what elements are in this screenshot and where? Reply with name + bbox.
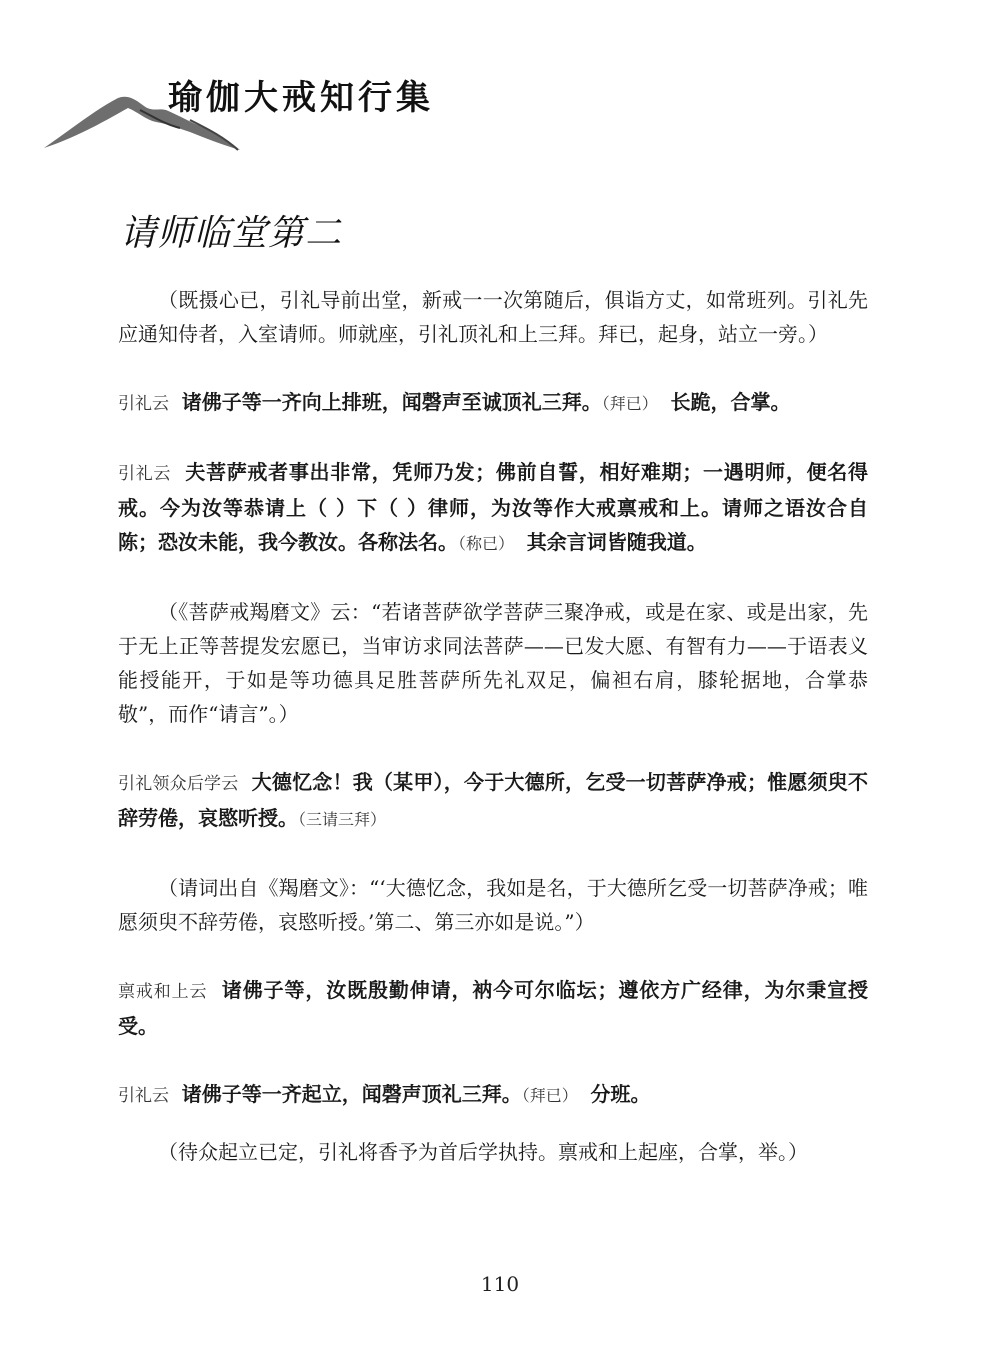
dialogue-text: 长跪，合掌。	[670, 390, 791, 414]
page-body	[118, 283, 868, 1169]
dialogue-block	[118, 385, 868, 421]
page-header	[40, 60, 500, 160]
dialogue-text: 大德忆念！我（某甲），今于大德所，乞受一切菩萨净戒；惟愿须臾不辞劳倦，哀愍听授。	[118, 770, 869, 830]
stage-direction: （既摄心已，引礼导前出堂，新戒一一次第随后，俱诣方丈，如常班列。引礼先应通知侍者，入室请师。师就座，引礼顶礼和上三拜。拜已，起身，站立一旁。）	[118, 288, 868, 346]
stage-direction: （待众起立已定，引礼将香予为首后学执持。禀戒和上起座，合掌，举。）	[158, 1140, 808, 1164]
speaker-label: 引礼云	[118, 464, 172, 484]
dialogue-block	[118, 1077, 868, 1113]
action-note: （拜已）	[601, 394, 658, 413]
speaker-label: 引礼云	[118, 1086, 169, 1106]
dialogue-block	[118, 765, 868, 837]
dialogue-text: 夫菩萨戒者事出非常，凭师乃发；佛前自誓，相好难期；一遇明师，便名得戒。今为汝等恭请上（ ）下（ ）律师，为汝等作大戒禀戒和上。请师之语汝合自陈；恐汝未能，我今教汝。各称法名。	[118, 460, 869, 554]
stage-direction: （请词出自《羯磨文》：“‘大德忆念，我如是名，于大德所乞受一切菩萨净戒；唯愿须臾不辞劳倦，哀愍听授。’第二、第三亦如是说。”）	[118, 876, 868, 934]
action-note: （称已）	[458, 534, 515, 553]
speaker-label: 引礼领众后学云	[118, 774, 239, 794]
speaker-label: 禀戒和上云	[118, 982, 208, 1002]
dialogue-block	[118, 455, 868, 561]
chapter-title: 请师临堂第二	[120, 213, 343, 254]
dialogue-text: 其余言词皆随我道。	[526, 530, 707, 554]
book-title: 瑜伽大戒知行集	[168, 78, 434, 118]
dialogue-text: 诸佛子等一齐起立，闻磬声顶礼三拜。	[181, 1082, 522, 1106]
action-note: （拜已）	[521, 1086, 578, 1105]
action-note: （三请三拜）	[298, 810, 387, 829]
dialogue-text: 诸佛子等，汝既殷勤伸请，衲今可尔临坛；遵依方广经律，为尔秉宣授受。	[118, 978, 869, 1038]
dialogue-block	[118, 973, 868, 1043]
page-number: 110	[480, 1272, 520, 1296]
speaker-label: 引礼云	[118, 394, 169, 414]
dialogue-text: 诸佛子等一齐向上排班，闻磬声至诚顶礼三拜。	[181, 390, 602, 414]
dialogue-text: 分班。	[590, 1082, 651, 1106]
stage-direction: （《菩萨戒羯磨文》云：“若诸菩萨欲学菩萨三聚净戒，或是在家、或是出家，先于无上正等菩提发宏愿已，当审访求同法菩萨——已发大愿、有智有力——于语表义能授能开，于如是等功德具足胜菩萨所先礼双足，偏袒右肩，膝轮据地，合掌恭敬”，而作“请言”。）	[118, 600, 868, 726]
